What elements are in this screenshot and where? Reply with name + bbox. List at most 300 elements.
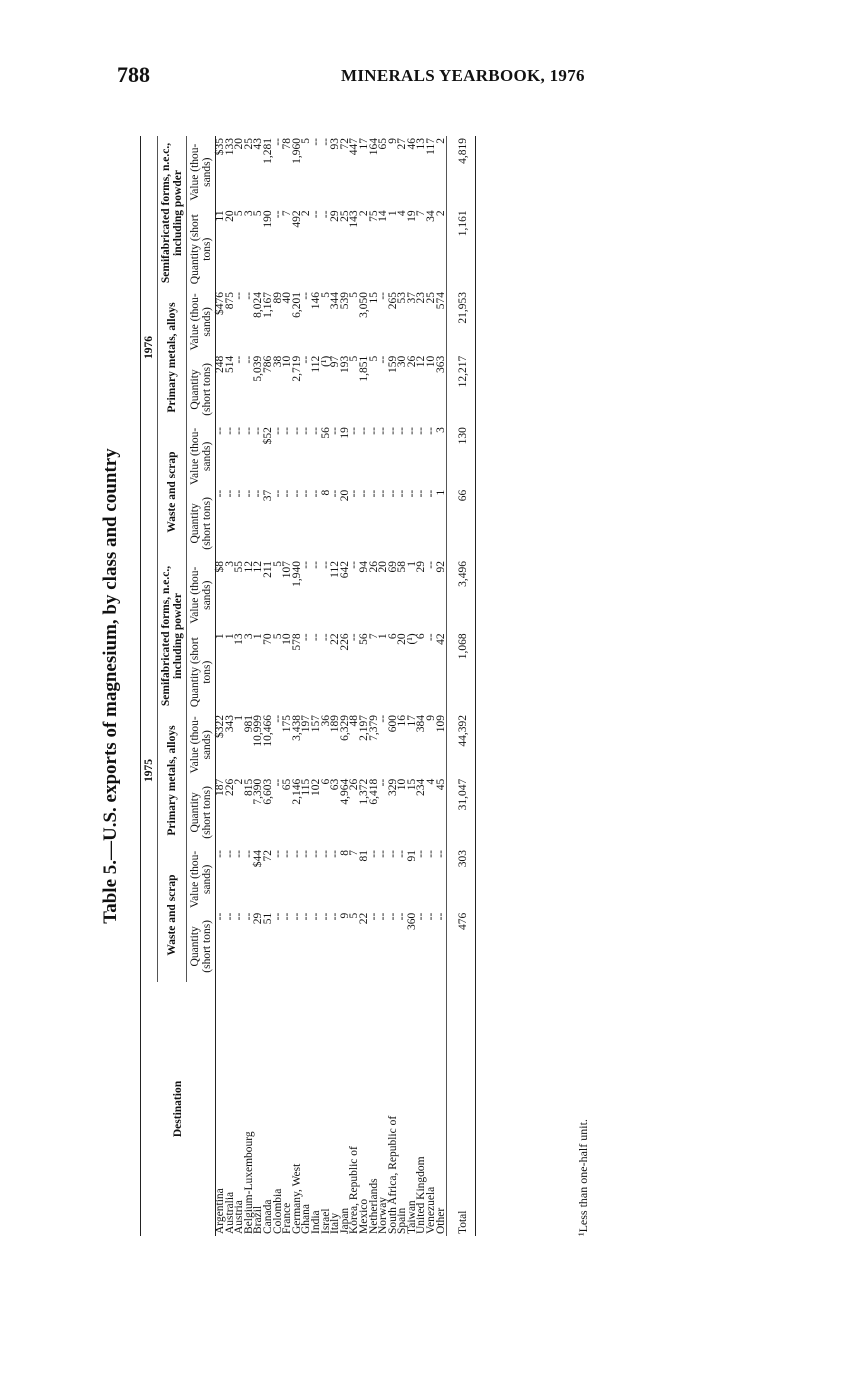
value-cell: 4 (425, 778, 438, 785)
value-cell: -- (281, 489, 294, 498)
value-cell: 159 (386, 355, 399, 374)
destination-cell: Venezuela (425, 1186, 438, 1234)
page-number: 788 (117, 62, 150, 87)
value-cell: -- (348, 633, 361, 642)
value-cell: 58 (396, 561, 409, 573)
value-cell: 5 (271, 633, 284, 640)
value-cell: $476 (214, 292, 226, 315)
value-cell: -- (425, 850, 438, 858)
value-cell: -- (425, 561, 438, 569)
group-header: Primary metals, alloys (158, 713, 187, 848)
destination-cell: Colombia (271, 1188, 284, 1234)
value-cell: -- (233, 355, 246, 364)
value-cell: 1 (405, 561, 418, 567)
value-cell: -- (214, 489, 226, 498)
value-subheader: Value (thou- sands) (187, 848, 216, 911)
exports-table (140, 136, 476, 1236)
group-header: Waste and scrap (158, 848, 187, 982)
total-cell: 1,068 (447, 631, 469, 713)
value-cell: 3 (242, 633, 255, 640)
destination-cell: Ghana (300, 1203, 313, 1234)
value-cell: 8 (319, 489, 332, 496)
value-cell: 25 (338, 210, 351, 222)
value-cell: 70 (261, 633, 274, 645)
value-cell: 81 (357, 850, 370, 862)
value-cell: 1 (377, 633, 390, 640)
destination-cell: Spain (396, 1207, 409, 1234)
value-cell: -- (300, 850, 313, 858)
value-cell: 190 (261, 210, 274, 228)
total-cell: 1,161 (447, 208, 469, 290)
value-cell: 89 (271, 292, 284, 304)
value-cell: -- (233, 912, 246, 921)
value-cell: 37 (405, 292, 418, 304)
quantity-subheader: Quantity (short tons) (187, 488, 216, 559)
value-cell: 329 (386, 778, 399, 796)
value-cell: 8 (338, 850, 351, 856)
value-cell: -- (300, 633, 313, 642)
value-cell: 1,281 (261, 138, 274, 164)
value-subheader: Value (thou- sands) (187, 559, 216, 631)
value-cell: 6,603 (261, 778, 274, 805)
value-cell: 193 (338, 355, 351, 374)
value-cell: 2 (357, 210, 370, 217)
value-cell: 578 (290, 633, 303, 651)
value-cell: -- (377, 292, 390, 300)
value-cell: -- (223, 489, 236, 498)
value-cell: 107 (281, 561, 294, 579)
value-cell: 25 (242, 138, 255, 150)
quantity-subheader: Quantity (short tons) (187, 777, 216, 848)
year-header-1975: 1975 (141, 559, 158, 982)
value-cell: -- (242, 292, 255, 300)
value-cell: -- (281, 427, 294, 435)
destination-cell: Belgium-Luxembourg (242, 1131, 255, 1234)
value-cell: 815 (242, 778, 255, 796)
value-cell: 75 (367, 210, 380, 222)
value-cell: 5 (300, 138, 313, 144)
value-cell: -- (252, 427, 265, 435)
value-cell: -- (434, 912, 447, 921)
value-subheader: Value (thou- sands) (187, 290, 216, 354)
value-cell: 65 (281, 778, 294, 791)
value-cell: 10 (281, 355, 294, 368)
quantity-subheader: Quantity (short tons) (187, 911, 216, 982)
total-cell: 66 (447, 488, 469, 559)
value-cell: 112 (309, 355, 322, 373)
value-cell: 574 (434, 292, 447, 310)
value-cell: 5 (252, 210, 265, 217)
value-cell: 17 (357, 138, 370, 150)
value-cell: -- (233, 292, 246, 300)
value-cell: $44 (252, 850, 265, 868)
value-cell: -- (281, 850, 294, 858)
value-cell: 234 (415, 778, 428, 796)
value-cell: 2 (233, 778, 246, 785)
value-cell: -- (214, 427, 226, 435)
value-cell: -- (357, 427, 370, 435)
value-cell: 22 (329, 633, 342, 645)
table-row (341, 136, 351, 1236)
value-cell: 600 (386, 714, 399, 733)
value-cell: 115 (300, 778, 313, 796)
value-cell: 1,167 (261, 292, 274, 318)
rotated-table-block (100, 136, 610, 1236)
value-cell: -- (415, 912, 428, 921)
value-cell: -- (425, 912, 438, 921)
value-cell: -- (223, 912, 236, 921)
value-cell: -- (309, 561, 322, 569)
value-cell: -- (377, 714, 390, 723)
value-cell: 36 (319, 714, 332, 727)
value-cell: 6,329 (338, 714, 351, 741)
value-cell: 15 (405, 778, 418, 791)
value-cell: 112 (329, 561, 342, 578)
destination-header: Destination (141, 982, 216, 1236)
value-cell: -- (242, 912, 255, 921)
value-cell: 9 (386, 138, 399, 144)
value-cell: 7,390 (252, 778, 265, 805)
value-cell: 56 (319, 427, 332, 439)
destination-cell: Austria (233, 1200, 246, 1234)
value-cell: 34 (425, 210, 438, 222)
value-cell: -- (434, 850, 447, 858)
destination-cell: Netherlands (367, 1178, 380, 1234)
value-cell: -- (425, 427, 438, 435)
value-cell: 1 (214, 633, 226, 640)
value-cell: 29 (415, 561, 428, 573)
value-cell: 7 (281, 210, 294, 217)
value-cell: -- (271, 489, 284, 498)
total-cell: 31,047 (447, 777, 469, 848)
value-cell: -- (319, 561, 332, 569)
value-cell: -- (309, 138, 322, 146)
value-cell: -- (309, 850, 322, 858)
value-cell: -- (415, 489, 428, 498)
table-row (437, 136, 447, 1236)
value-cell: 94 (357, 561, 370, 573)
value-cell: -- (214, 912, 226, 921)
value-cell: -- (233, 427, 246, 435)
value-cell: 1,940 (290, 561, 303, 587)
table-row (226, 136, 236, 1236)
value-cell: 344 (329, 292, 342, 310)
value-cell: -- (300, 427, 313, 435)
value-cell: 1,851 (357, 355, 370, 382)
value-cell: 55 (233, 561, 246, 573)
value-cell: 117 (425, 138, 438, 155)
value-cell: -- (348, 427, 361, 435)
value-cell: 65 (377, 138, 390, 150)
value-cell: 3 (242, 210, 255, 217)
value-cell: 45 (434, 778, 447, 791)
value-cell: 72 (261, 850, 274, 862)
value-cell: 4 (396, 210, 409, 217)
destination-cell: Brazil (252, 1205, 265, 1234)
value-cell: -- (233, 850, 246, 858)
quantity-subheader: Quantity (short tons) (187, 208, 216, 290)
value-cell: 15 (367, 292, 380, 304)
value-cell: -- (386, 427, 399, 435)
destination-cell: Canada (261, 1199, 274, 1234)
value-cell: -- (377, 355, 390, 364)
value-cell: 23 (415, 292, 428, 304)
value-cell: -- (242, 355, 255, 364)
value-cell: -- (271, 850, 284, 858)
value-cell: (¹) (405, 633, 418, 645)
destination-cell: South Africa, Republic of (386, 1115, 399, 1234)
value-cell: -- (309, 210, 322, 219)
value-cell: 3,050 (357, 292, 370, 318)
value-cell: 19 (338, 427, 351, 439)
value-cell: 157 (309, 714, 322, 733)
value-cell: -- (223, 850, 236, 858)
value-cell: -- (386, 489, 399, 498)
value-cell: 8,024 (252, 292, 265, 318)
value-cell: 40 (281, 292, 294, 304)
value-cell: 5 (271, 561, 284, 567)
group-header: Semifabricated forms, n.e.c., including powder (158, 136, 187, 290)
value-cell: 5 (233, 210, 246, 217)
value-cell: -- (242, 427, 255, 435)
value-cell: 13 (415, 138, 428, 150)
value-cell: 1 (223, 633, 236, 640)
value-cell: 5 (348, 355, 361, 362)
value-cell: -- (405, 427, 418, 435)
value-cell: 43 (252, 138, 265, 150)
value-cell: 143 (348, 210, 361, 228)
value-cell: 46 (405, 138, 418, 150)
value-cell: 1 (252, 633, 265, 640)
value-cell: 2,719 (290, 355, 303, 382)
value-cell: -- (271, 210, 284, 219)
footnote: ¹Less than one-half unit. (576, 1119, 590, 1236)
group-header: Waste and scrap (158, 425, 187, 559)
value-subheader: Value (thou- sands) (187, 425, 216, 488)
value-cell: 109 (434, 714, 447, 733)
value-cell: -- (367, 489, 380, 498)
value-cell: 6 (319, 778, 332, 785)
value-cell: 2 (434, 210, 447, 217)
value-cell: 38 (271, 355, 284, 368)
value-cell: 69 (386, 561, 399, 573)
value-cell: -- (281, 912, 294, 921)
value-cell: 29 (252, 912, 265, 925)
value-cell: 7 (415, 210, 428, 217)
value-cell: -- (425, 489, 438, 498)
table-row (235, 136, 245, 1236)
year-header-1976: 1976 (141, 136, 158, 559)
value-cell: -- (377, 850, 390, 858)
value-cell: 20 (338, 489, 351, 502)
value-cell: $35 (214, 138, 226, 156)
destination-cell: United Kingdom (415, 1156, 428, 1234)
value-cell: -- (405, 489, 418, 498)
value-cell: 9 (425, 714, 438, 721)
value-cell: 7 (348, 850, 361, 856)
value-cell: -- (309, 912, 322, 921)
value-cell: -- (396, 912, 409, 921)
value-cell: -- (329, 912, 342, 921)
value-cell: -- (214, 850, 226, 858)
value-cell: -- (223, 427, 236, 435)
value-cell: 42 (434, 633, 447, 645)
value-cell: -- (271, 714, 284, 723)
value-cell: 93 (329, 138, 342, 150)
value-cell: -- (367, 427, 380, 435)
value-cell: 6,201 (290, 292, 303, 318)
value-cell: -- (348, 489, 361, 498)
value-cell: -- (309, 489, 322, 498)
group-header: Semifabricated forms, n.e.c., including powder (158, 559, 187, 713)
value-subheader: Value (thou- sands) (187, 136, 216, 208)
value-cell: -- (290, 912, 303, 921)
value-cell: 226 (223, 778, 236, 796)
value-cell: 10 (425, 355, 438, 368)
value-cell: 1,372 (357, 778, 370, 805)
value-cell: 189 (329, 714, 342, 733)
value-cell: 20 (223, 210, 236, 222)
value-cell: -- (300, 561, 313, 569)
quantity-subheader: Quantity (short tons) (187, 354, 216, 425)
value-cell: -- (271, 778, 284, 787)
value-cell: -- (233, 489, 246, 498)
value-cell: 187 (214, 778, 226, 796)
destination-cell: India (309, 1210, 322, 1234)
table-title: Table 5.—U.S. exports of magnesium, by class and country (100, 448, 121, 924)
value-cell: 29 (329, 210, 342, 222)
value-cell: 447 (348, 138, 361, 156)
value-cell: 10 (281, 633, 294, 645)
value-cell: -- (242, 850, 255, 858)
value-cell: $52 (261, 427, 274, 445)
value-subheader: Value (thou- sands) (187, 713, 216, 777)
value-cell: 175 (281, 714, 294, 733)
value-cell: 20 (233, 138, 246, 150)
value-cell: 91 (405, 850, 418, 862)
value-cell: 2 (434, 138, 447, 144)
value-cell: 786 (261, 355, 274, 374)
value-cell: 146 (309, 292, 322, 310)
total-row (447, 136, 469, 1236)
value-cell: -- (377, 427, 390, 435)
value-cell: $8 (214, 561, 226, 573)
value-cell: 164 (367, 138, 380, 156)
value-cell: -- (367, 850, 380, 858)
value-cell: 248 (214, 355, 226, 374)
value-cell: 265 (386, 292, 399, 310)
total-label: Total (447, 982, 469, 1236)
value-cell: -- (386, 850, 399, 858)
value-cell: -- (415, 427, 428, 435)
destination-cell: Japan (338, 1207, 351, 1234)
value-cell: 3,438 (290, 714, 303, 741)
value-cell: 133 (223, 138, 236, 156)
group-header: Primary metals, alloys (158, 290, 187, 425)
value-cell: 16 (396, 714, 409, 727)
value-cell: 9 (338, 912, 351, 919)
value-cell: 226 (338, 633, 351, 651)
value-cell: -- (329, 850, 342, 858)
value-cell: 6 (386, 633, 399, 640)
value-cell: 3 (223, 561, 236, 567)
value-cell: 5,039 (252, 355, 265, 382)
value-cell: -- (319, 633, 332, 642)
value-cell: 642 (338, 561, 351, 579)
value-cell: 26 (348, 778, 361, 791)
total-cell: 303 (447, 848, 469, 911)
value-cell: 78 (281, 138, 294, 150)
value-cell: 2,146 (290, 778, 303, 805)
value-cell: -- (300, 489, 313, 498)
value-cell: 53 (396, 292, 409, 304)
value-cell: 4,964 (338, 778, 351, 805)
value-cell: 3 (434, 427, 447, 433)
value-cell: 5 (348, 292, 361, 298)
value-cell: 10,999 (252, 714, 265, 747)
value-cell: 13 (233, 633, 246, 645)
destination-cell: Italy (329, 1212, 342, 1234)
value-cell: -- (271, 912, 284, 921)
total-cell: 4,819 (447, 136, 469, 208)
value-cell: -- (357, 489, 370, 498)
value-cell: 384 (415, 714, 428, 733)
value-cell: 197 (300, 714, 313, 733)
value-cell: 63 (329, 778, 342, 791)
value-cell: 19 (405, 210, 418, 222)
value-cell: -- (290, 427, 303, 435)
value-cell: -- (415, 850, 428, 858)
value-cell: -- (425, 633, 438, 642)
total-cell: 130 (447, 425, 469, 488)
value-cell: 492 (290, 210, 303, 228)
value-cell: 6 (415, 633, 428, 640)
value-cell: 72 (338, 138, 351, 150)
value-cell: -- (309, 427, 322, 435)
value-cell: -- (319, 912, 332, 921)
total-cell: 21,953 (447, 290, 469, 354)
value-cell: 26 (405, 355, 418, 368)
value-cell: 5 (319, 292, 332, 298)
value-cell: -- (377, 489, 390, 498)
value-cell: 2 (300, 210, 313, 217)
value-cell: 2,197 (357, 714, 370, 741)
total-cell: 476 (447, 911, 469, 982)
value-cell: -- (396, 427, 409, 435)
value-cell: 11 (214, 210, 226, 222)
value-cell: -- (329, 427, 342, 435)
destination-cell: Taiwan (405, 1200, 418, 1234)
value-cell: 12 (242, 561, 255, 573)
destination-cell: Israel (319, 1208, 332, 1234)
value-cell: -- (329, 489, 342, 498)
value-cell: -- (300, 912, 313, 921)
value-cell: 539 (338, 292, 351, 310)
value-cell: -- (252, 489, 265, 498)
value-cell: -- (300, 292, 313, 300)
value-cell: 10 (396, 778, 409, 791)
value-cell: -- (271, 138, 284, 146)
value-cell: 26 (367, 561, 380, 573)
total-cell: 12,217 (447, 354, 469, 425)
value-cell: 6,418 (367, 778, 380, 805)
value-cell: 7 (367, 633, 380, 640)
value-cell: -- (290, 489, 303, 498)
value-cell: 12 (415, 355, 428, 368)
value-cell: 97 (329, 355, 342, 368)
value-cell: 48 (348, 714, 361, 727)
value-cell: 343 (223, 714, 236, 733)
